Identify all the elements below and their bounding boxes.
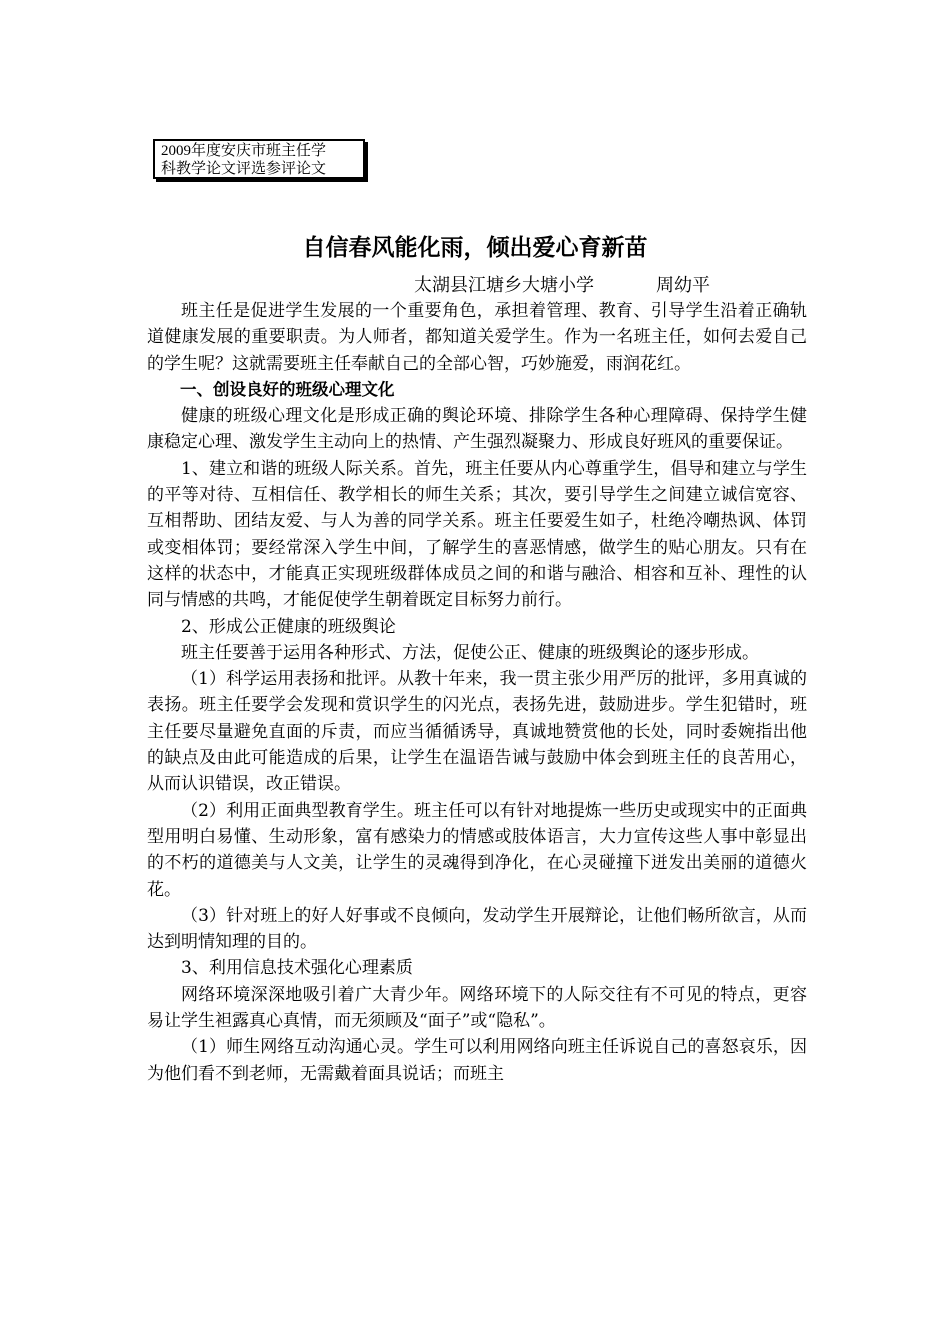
article-body	[147, 298, 807, 1087]
article-title: 自信春风能化雨，倾出爱心育新苗	[302, 235, 648, 261]
body-paragraph: （2）利用正面典型教育学生。班主任可以有针对地提炼一些历史或现实中的正面典型用明白易懂、生动形象，富有感染力的情感或肢体语言，大力宣传这些人事中彰显出的不朽的道德美与人文美，让学生的灵魂得到净化，在心灵碰撞下迸发出美丽的道德火花。	[147, 800, 807, 900]
body-paragraph: （3）针对班上的好人好事或不良倾向，发动学生开展辩论，让他们畅所欲言，从而达到明情知理的目的。	[147, 905, 807, 953]
subsection-heading-2: 2、形成公正健康的班级舆论	[181, 616, 396, 637]
author-school: 太湖县江塘乡大塘小学	[414, 275, 594, 295]
badge-line-1: 2009年度安庆市班主任学	[161, 143, 327, 159]
badge-line-2: 科教学论文评选参评论文	[161, 161, 327, 177]
body-paragraph: 网络环境深深地吸引着广大青少年。网络环境下的人际交往有不可见的特点，更容易让学生袒露真心真情，而无须顾及“面子”或“隐私”。	[147, 984, 807, 1032]
author-line	[414, 272, 710, 298]
author-name: 周幼平	[656, 275, 710, 295]
body-paragraph: （1）科学运用表扬和批评。从教十年来，我一贯主张少用严厉的批评，多用真诚的表扬。班主任要学会发现和赏识学生的闪光点，表扬先进，鼓励进步。学生犯错时，班主任要尽量避免直面的斥责，而应当循循诱导，真诚地赞赏他的长处，同时委婉指出他的缺点及由此可能造成的后果，让学生在温语告诫与鼓励中体会到班主任的良苦用心，从而认识错误，改正错误。	[147, 669, 807, 795]
body-paragraph: 1、建立和谐的班级人际关系。首先，班主任要从内心尊重学生，倡导和建立与学生的平等对待、互相信任、教学相长的师生关系；其次，要引导学生之间建立诚信宽容、互相帮助、团结友爱、与人为善的同学关系。班主任要爱生如子，杜绝冷嘲热讽、体罚或变相体罚；要经常深入学生中间，了解学生的喜恶情感，做学生的贴心朋友。只有在这样的状态中，才能真正实现班级群体成员之间的和谐与融洽、相容和互补、理性的认同与情感的共鸣，才能促使学生朝着既定目标努力前行。	[147, 458, 807, 611]
intro-paragraph: 班主任是促进学生发展的一个重要角色，承担着管理、教育、引导学生沿着正确轨道健康发展的重要职责。为人师者，都知道关爱学生。作为一名班主任，如何去爱自己的学生呢？这就需要班主任奉献自己的全部心智，巧妙施爱，雨润花红。	[147, 301, 807, 374]
subsection-heading-3: 3、利用信息技术强化心理素质	[181, 958, 413, 979]
body-paragraph: （1）师生网络互动沟通心灵。学生可以利用网络向班主任诉说自己的喜怒哀乐，因为他们看不到老师，无需戴着面具说话；而班主	[147, 1037, 807, 1084]
body-paragraph: 健康的班级心理文化是形成正确的舆论环境、排除学生各种心理障碍、保持学生健康稳定心理、激发学生主动向上的热情、产生强烈凝聚力、形成良好班风的重要保证。	[147, 406, 807, 453]
section-heading-1: 一、创设良好的班级心理文化	[180, 379, 395, 399]
contest-badge	[153, 139, 365, 179]
body-paragraph: 班主任要善于运用各种形式、方法，促使公正、健康的班级舆论的逐步形成。	[181, 642, 759, 663]
